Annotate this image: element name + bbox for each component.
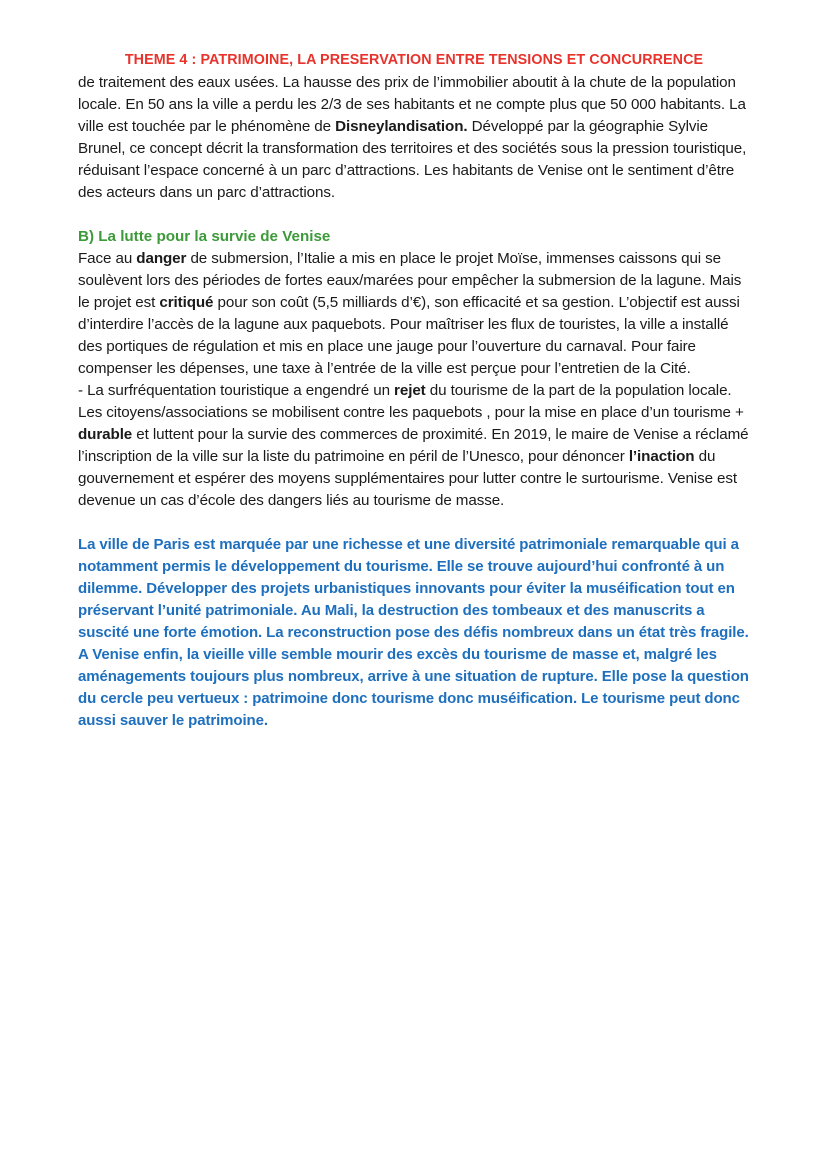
spacer [78, 204, 750, 226]
p2-text-4: du gouvernement et espérer des moyens supplémentaires pour lutter contre le surtourisme. Venise est devenue un cas d’école des dangers liés au tourisme de masse. [78, 448, 737, 509]
p2-bold-rejet: rejet [394, 382, 426, 399]
conclusion-paragraph: La ville de Paris est marquée par une richesse et une diversité patrimoniale remarquable qui a notamment permis le développement du tourisme. Elle se trouve aujourd’hui confronté à un dilemme. Développer des projets urbanistiques innovants pour éviter la muséification tout en préservant l’unité patrimoniale. Au Mali, la destruction des tombeaux et des manuscrits a suscité une forte émotion. La reconstruction pose des défis nombreux dans un état très fragile. A Venise enfin, la vieille ville semble mourir des excès du tourisme de masse et, malgré les aménagements toujours plus nombreux, arrive à une situation de rupture. Elle pose la question du cercle peu vertueux : patrimoine donc tourisme donc muséification. Le tourisme peut donc aussi sauver le patrimoine. [78, 536, 749, 729]
intro-text-1: de traitement des eaux usées. La hausse des prix de l’immobilier aboutit à la chute de la population locale. En 50 ans la ville a perdu les 2/3 de ses habitants et ne compte plus que 50 000 habitants. La ville est touchée par le phénomène de [78, 74, 746, 135]
section-b-heading: B) La lutte pour la survie de Venise [78, 228, 331, 245]
page-title: THEME 4 : PATRIMOINE, LA PRESERVATION ENTRE TENSIONS ET CONCURRENCE [124, 52, 704, 68]
p2-bold-inaction: l’inaction [628, 448, 695, 465]
p2-text-3: et luttent pour la survie des commerces de proximité. En 2019, le maire de Venise a réclamé l’inscription de la ville sur la liste du patrimoine en péril de l’Unesco, pour dénoncer [78, 426, 749, 465]
p2-text-2: du tourisme de la part de la population locale. Les citoyens/associations se mobilisent contre les paquebots , pour la mise en place d’un tourisme + [78, 382, 744, 421]
p1-bold-critique: critiqué [159, 294, 214, 311]
p1-text-3: pour son coût (5,5 milliards d’€), son efficacité et sa gestion. L’objectif est aussi d’interdire l’accès de la lagune aux paquebots. Pour maîtriser les flux de touristes, la ville a installé des portiques de régulation et mis en place une jauge pour l’ouverture du carnaval. Pour faire compenser les dépenses, une taxe à l’entrée de la ville est perçue pour l’entretien de la Cité. [78, 294, 740, 377]
intro-text-2: Développé par la géographie Sylvie Brunel, ce concept décrit la transformation des territoires et des sociétés sous la pression touristique, réduisant l’espace concerné à un parc d’attractions. Les habitants de Venise ont le sentiment d’être des acteurs dans un parc d’attractions. [78, 118, 747, 201]
spacer [78, 512, 750, 534]
intro-paragraph [78, 72, 750, 204]
p1-text-1: Face au [78, 250, 137, 267]
section-b-paragraph-2 [78, 380, 750, 512]
p2-text-1: - La surfréquentation touristique a engendré un [78, 382, 395, 399]
section-b-paragraph-1 [78, 248, 750, 380]
p2-bold-durable: durable [78, 426, 133, 443]
document-page [78, 50, 750, 732]
intro-bold-disneylandisation: Disneylandisation. [335, 118, 468, 135]
p1-bold-danger: danger [136, 250, 187, 267]
p1-text-2: de submersion, l’Italie a mis en place le projet Moïse, immenses caissons qui se soulèvent lors des périodes de fortes eaux/marées pour empêcher la submersion de la lagune. Mais le projet est [78, 250, 742, 311]
